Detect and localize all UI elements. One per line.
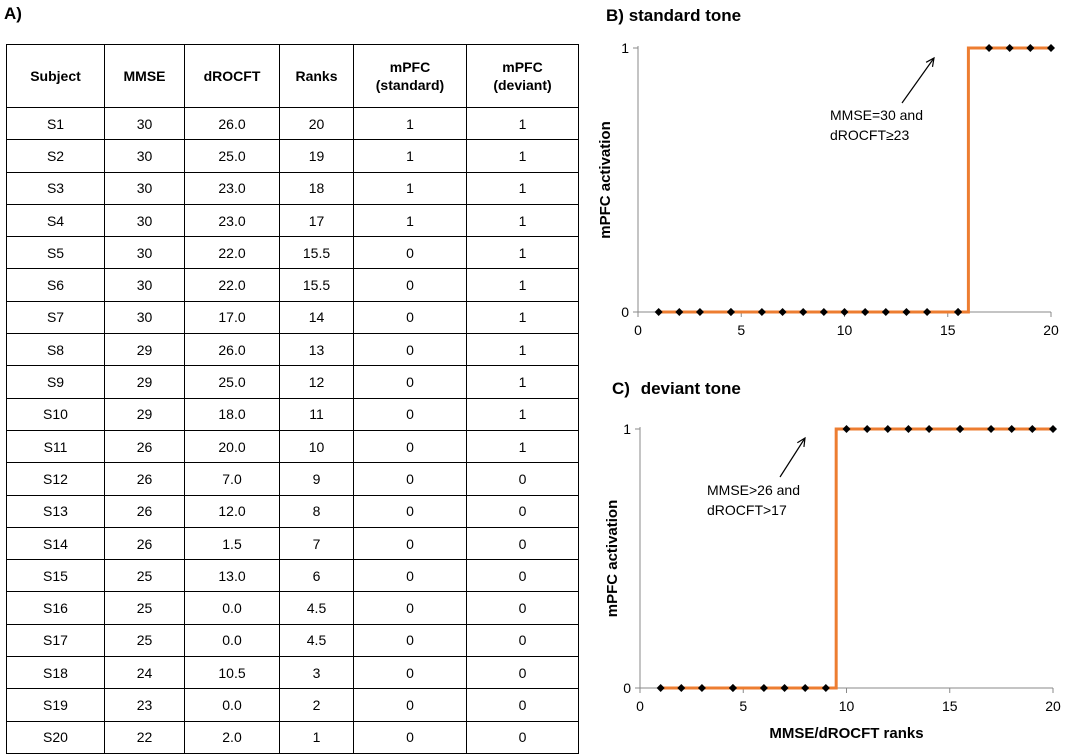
subject-cell: S12 [7, 463, 105, 495]
chart-c-annotation-text: dROCFT>17 [707, 502, 787, 518]
drocft-cell: 0.0 [185, 592, 280, 624]
drocft-cell: 26.0 [185, 108, 280, 140]
mmse-cell: 30 [105, 108, 185, 140]
drocft-cell: 23.0 [185, 172, 280, 204]
drocft-cell: 25.0 [185, 366, 280, 398]
rank-cell: 14 [280, 301, 354, 333]
subject-cell: S14 [7, 527, 105, 559]
chart-c-data-point [1049, 425, 1057, 433]
chart-b-y-tick-label: 0 [621, 304, 629, 320]
chart-b-x-tick-label: 0 [634, 322, 642, 338]
mpfc-deviant-cell: 1 [467, 172, 579, 204]
mpfc-deviant-cell: 1 [467, 334, 579, 366]
subject-cell: S9 [7, 366, 105, 398]
mmse-cell: 22 [105, 721, 185, 753]
rank-cell: 19 [280, 140, 354, 172]
chart-b-x-tick-label: 5 [737, 322, 746, 338]
chart-c-x-axis-label: MMSE/dROCFT ranks [769, 725, 924, 742]
mpfc-deviant-cell: 0 [467, 495, 579, 527]
mpfc-deviant-cell: 0 [467, 689, 579, 721]
chart-c-data-point [1028, 425, 1036, 433]
panel-c-title: deviant tone [640, 379, 741, 398]
chart-c-data-point [698, 684, 706, 692]
subject-cell: S10 [7, 398, 105, 430]
mpfc-standard-cell: 0 [354, 334, 467, 366]
rank-cell: 12 [280, 366, 354, 398]
header-mpfc-deviant: mPFC (deviant) [467, 45, 579, 108]
chart-c-data-point [1008, 425, 1016, 433]
mpfc-deviant-cell: 1 [467, 204, 579, 236]
rank-cell: 17 [280, 204, 354, 236]
mmse-cell: 26 [105, 527, 185, 559]
panel-b-letter: B) [606, 6, 624, 25]
chart-c-x-tick-label: 15 [941, 698, 958, 714]
mpfc-deviant-cell: 0 [467, 527, 579, 559]
drocft-cell: 12.0 [185, 495, 280, 527]
mpfc-standard-cell: 0 [354, 624, 467, 656]
drocft-cell: 23.0 [185, 204, 280, 236]
chart-c-data-point [925, 425, 933, 433]
subject-cell: S20 [7, 721, 105, 753]
mpfc-deviant-cell: 0 [467, 592, 579, 624]
chart-c-step-line [661, 429, 1053, 688]
mpfc-standard-cell: 1 [354, 140, 467, 172]
drocft-cell: 18.0 [185, 398, 280, 430]
mmse-cell: 30 [105, 172, 185, 204]
mpfc-deviant-cell: 0 [467, 560, 579, 592]
chart-b-x-tick-label: 20 [1043, 322, 1059, 338]
mmse-cell: 23 [105, 689, 185, 721]
rank-cell: 3 [280, 657, 354, 689]
subject-cell: S17 [7, 624, 105, 656]
chart-b-x-tick-label: 10 [836, 322, 853, 338]
mpfc-standard-cell: 0 [354, 366, 467, 398]
mmse-cell: 30 [105, 301, 185, 333]
chart-c-y-tick-label: 1 [623, 421, 631, 437]
mmse-cell: 30 [105, 269, 185, 301]
rank-cell: 20 [280, 108, 354, 140]
drocft-cell: 10.5 [185, 657, 280, 689]
chart-c-x-tick-label: 10 [838, 698, 855, 714]
chart-c-data-point [760, 684, 768, 692]
mmse-cell: 25 [105, 560, 185, 592]
rank-cell: 4.5 [280, 624, 354, 656]
mmse-cell: 29 [105, 398, 185, 430]
mpfc-deviant-cell: 1 [467, 269, 579, 301]
chart-c-annotation-arrow [780, 438, 805, 477]
panel-b-title: standard tone [628, 6, 742, 25]
chart-c-y-tick-label: 0 [623, 680, 631, 696]
mpfc-deviant-cell: 1 [467, 398, 579, 430]
drocft-cell: 22.0 [185, 237, 280, 269]
drocft-cell: 25.0 [185, 140, 280, 172]
rank-cell: 4.5 [280, 592, 354, 624]
chart-c-data-point [729, 684, 737, 692]
subject-cell: S6 [7, 269, 105, 301]
rank-cell: 11 [280, 398, 354, 430]
panel-a-label: A) [4, 4, 22, 23]
subject-cell: S8 [7, 334, 105, 366]
mmse-cell: 25 [105, 592, 185, 624]
mpfc-standard-cell: 0 [354, 398, 467, 430]
chart-b-y-axis-label: mPFC activation [597, 121, 614, 239]
chart-c-data-point [657, 684, 665, 692]
mmse-cell: 29 [105, 366, 185, 398]
chart-c-data-point [801, 684, 809, 692]
drocft-cell: 20.0 [185, 430, 280, 462]
rank-cell: 13 [280, 334, 354, 366]
mpfc-standard-cell: 0 [354, 657, 467, 689]
mpfc-standard-cell: 0 [354, 463, 467, 495]
chart-b-annotation-text: dROCFT≥23 [830, 127, 910, 143]
drocft-cell: 22.0 [185, 269, 280, 301]
rank-cell: 7 [280, 527, 354, 559]
rank-cell: 15.5 [280, 237, 354, 269]
chart-c-data-point [884, 425, 892, 433]
subject-cell: S11 [7, 430, 105, 462]
subject-cell: S18 [7, 657, 105, 689]
subject-cell: S19 [7, 689, 105, 721]
drocft-cell: 0.0 [185, 624, 280, 656]
mmse-cell: 30 [105, 204, 185, 236]
drocft-cell: 2.0 [185, 721, 280, 753]
mpfc-deviant-cell: 1 [467, 140, 579, 172]
mpfc-deviant-cell: 1 [467, 108, 579, 140]
mpfc-standard-cell: 1 [354, 108, 467, 140]
chart-c-data-point [781, 684, 789, 692]
mmse-cell: 25 [105, 624, 185, 656]
mpfc-standard-cell: 0 [354, 301, 467, 333]
drocft-cell: 13.0 [185, 560, 280, 592]
mpfc-standard-cell: 0 [354, 560, 467, 592]
mmse-cell: 30 [105, 237, 185, 269]
rank-cell: 8 [280, 495, 354, 527]
mpfc-deviant-cell: 1 [467, 366, 579, 398]
header-drocft: dROCFT [185, 45, 280, 108]
subject-cell: S1 [7, 108, 105, 140]
rank-cell: 1 [280, 721, 354, 753]
chart-c-annotation-arrowhead [797, 438, 805, 447]
mpfc-deviant-cell: 1 [467, 237, 579, 269]
chart-c-x-tick-label: 0 [636, 698, 644, 714]
chart-c-x-tick-label: 5 [739, 698, 748, 714]
mmse-cell: 26 [105, 495, 185, 527]
drocft-cell: 0.0 [185, 689, 280, 721]
header-mmse: MMSE [105, 45, 185, 108]
mpfc-standard-cell: 1 [354, 172, 467, 204]
rank-cell: 6 [280, 560, 354, 592]
header-ranks: Ranks [280, 45, 354, 108]
subject-cell: S16 [7, 592, 105, 624]
chart-c-data-point [904, 425, 912, 433]
chart-b-annotation-text: MMSE=30 and [830, 107, 923, 123]
mpfc-deviant-cell: 0 [467, 624, 579, 656]
drocft-cell: 26.0 [185, 334, 280, 366]
mpfc-deviant-cell: 0 [467, 463, 579, 495]
chart-c-data-point [843, 425, 851, 433]
mpfc-standard-cell: 0 [354, 689, 467, 721]
chart-c-data-point [956, 425, 964, 433]
mmse-cell: 26 [105, 463, 185, 495]
panel-c-letter: C) [612, 379, 630, 398]
chart-c-data-point [677, 684, 685, 692]
mpfc-standard-cell: 0 [354, 430, 467, 462]
header-mpfc-standard: mPFC (standard) [354, 45, 467, 108]
subject-cell: S15 [7, 560, 105, 592]
mpfc-deviant-cell: 0 [467, 721, 579, 753]
rank-cell: 18 [280, 172, 354, 204]
drocft-cell: 7.0 [185, 463, 280, 495]
chart-c-data-point [987, 425, 995, 433]
rank-cell: 9 [280, 463, 354, 495]
mpfc-standard-cell: 0 [354, 527, 467, 559]
mmse-cell: 29 [105, 334, 185, 366]
chart-c-annotation-text: MMSE>26 and [707, 482, 800, 498]
drocft-cell: 17.0 [185, 301, 280, 333]
mmse-cell: 24 [105, 657, 185, 689]
chart-c-data-point [863, 425, 871, 433]
rank-cell: 2 [280, 689, 354, 721]
subject-cell: S7 [7, 301, 105, 333]
mpfc-deviant-cell: 1 [467, 301, 579, 333]
drocft-cell: 1.5 [185, 527, 280, 559]
rank-cell: 15.5 [280, 269, 354, 301]
chart-c-data-point [822, 684, 830, 692]
subject-cell: S5 [7, 237, 105, 269]
rank-cell: 10 [280, 430, 354, 462]
header-subject: Subject [7, 45, 105, 108]
subject-cell: S13 [7, 495, 105, 527]
chart-b-x-tick-label: 15 [939, 322, 956, 338]
mpfc-standard-cell: 0 [354, 721, 467, 753]
mmse-cell: 26 [105, 430, 185, 462]
subject-cell: S4 [7, 204, 105, 236]
chart-b-y-tick-label: 1 [621, 40, 629, 56]
chart-c-y-axis-label: mPFC activation [604, 499, 621, 618]
mpfc-standard-cell: 0 [354, 269, 467, 301]
mmse-cell: 30 [105, 140, 185, 172]
subject-cell: S2 [7, 140, 105, 172]
mpfc-standard-cell: 1 [354, 204, 467, 236]
mpfc-deviant-cell: 0 [467, 657, 579, 689]
mpfc-standard-cell: 0 [354, 495, 467, 527]
subject-cell: S3 [7, 172, 105, 204]
mpfc-standard-cell: 0 [354, 237, 467, 269]
chart-c-x-tick-label: 20 [1045, 698, 1061, 714]
mpfc-standard-cell: 0 [354, 592, 467, 624]
mpfc-deviant-cell: 1 [467, 430, 579, 462]
